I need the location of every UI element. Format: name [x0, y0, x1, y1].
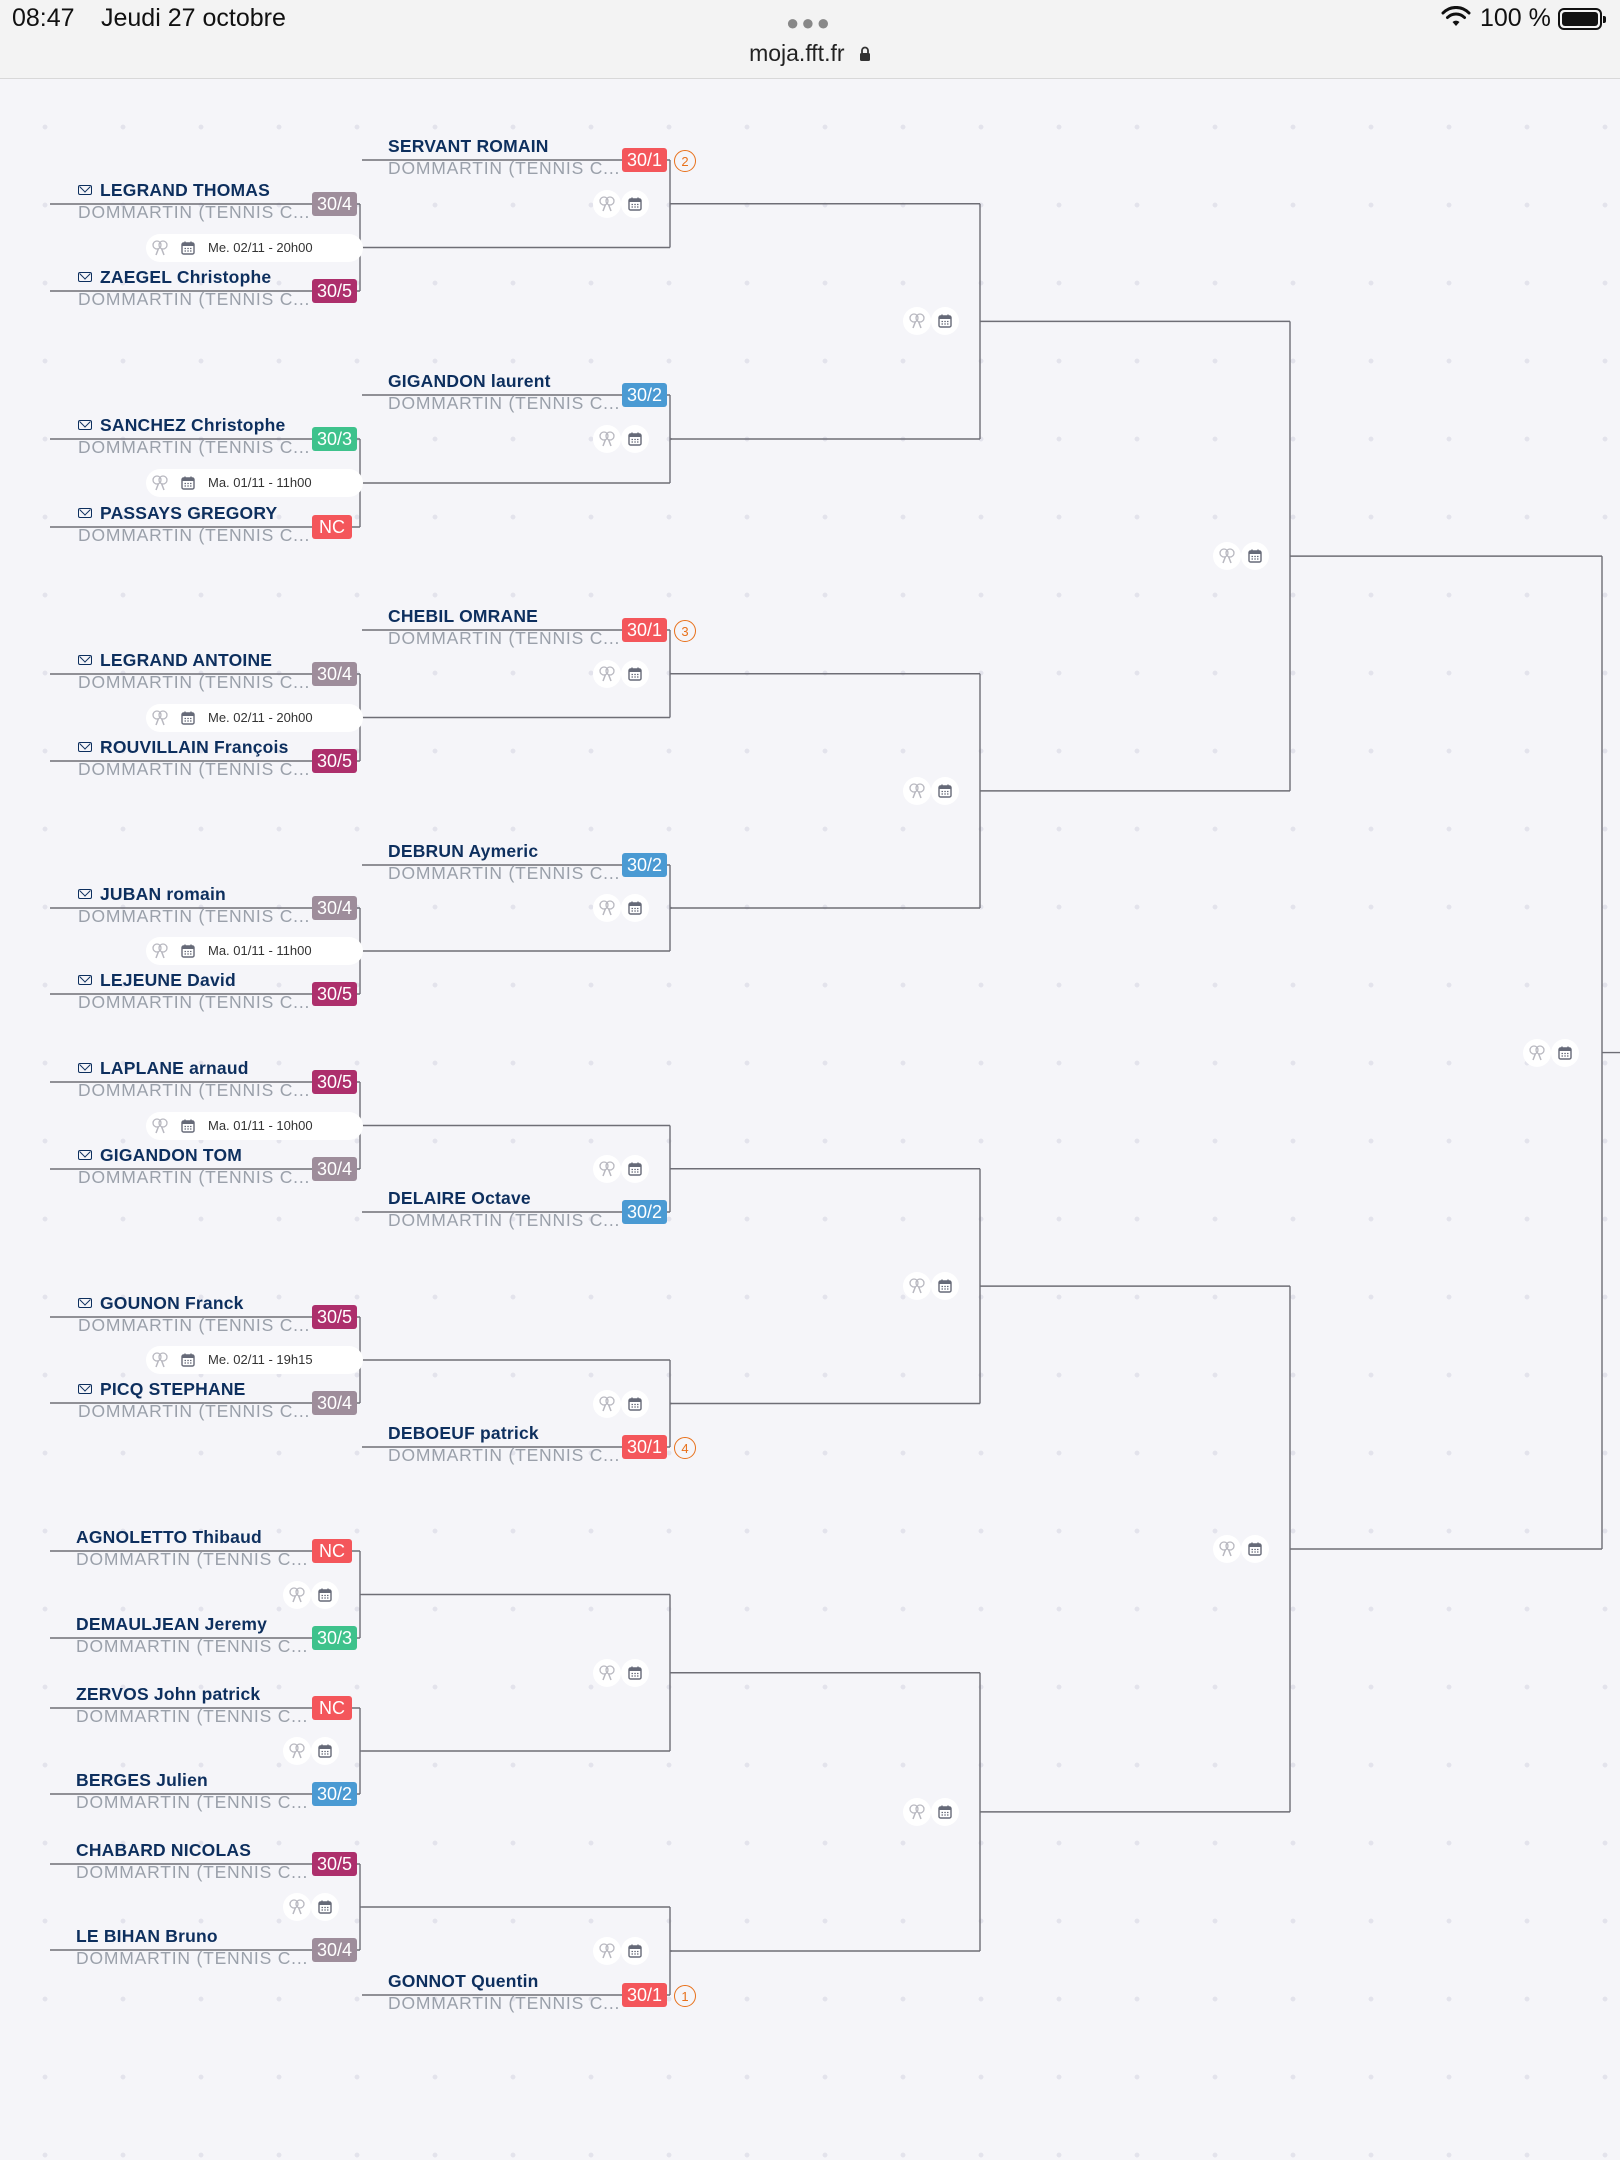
ranking-badge: 30/1 [622, 148, 667, 172]
ranking-badge: 30/5 [312, 279, 357, 303]
player-name-text: SANCHEZ Christophe [100, 415, 286, 435]
player-name[interactable] [78, 1058, 249, 1079]
player-club: DOMMARTIN (TENNIS C... [78, 1167, 311, 1187]
player-club: DOMMARTIN (TENNIS C... [76, 1706, 309, 1726]
player-name[interactable] [78, 650, 272, 671]
player-club: DOMMARTIN (TENNIS C... [388, 393, 621, 413]
player-name[interactable] [76, 1614, 267, 1635]
player-name-text: GOUNON Franck [100, 1293, 244, 1313]
ranking-badge: 30/2 [622, 1200, 667, 1224]
player-club: DOMMARTIN (TENNIS C... [78, 437, 311, 457]
tennis-racket-icon[interactable] [1213, 542, 1241, 570]
ranking-badge: 30/4 [312, 896, 357, 920]
calendar-icon[interactable] [931, 1272, 959, 1300]
player-name-text: CHEBIL OMRANE [388, 606, 539, 626]
player-name-text: SERVANT ROMAIN [388, 136, 549, 156]
ranking-badge: 30/1 [622, 1435, 667, 1459]
ranking-badge: 30/5 [312, 1305, 357, 1329]
calendar-icon[interactable] [621, 425, 649, 453]
player-name-text: JUBAN romain [100, 884, 226, 904]
url-text: moja.fft.fr [749, 40, 845, 66]
ranking-badge: 30/5 [312, 1070, 357, 1094]
player-club: DOMMARTIN (TENNIS C... [388, 1993, 621, 2013]
player-name[interactable] [388, 136, 549, 157]
player-club: DOMMARTIN (TENNIS C... [78, 289, 311, 309]
mail-icon[interactable] [78, 889, 92, 899]
player-name[interactable] [388, 1188, 531, 1209]
player-name[interactable] [78, 970, 236, 991]
ranking-badge: NC [312, 1539, 352, 1563]
seed-number: 4 [674, 1437, 696, 1459]
calendar-icon[interactable] [1241, 542, 1269, 570]
player-name[interactable] [76, 1684, 260, 1705]
player-name-text: PASSAYS GREGORY [100, 503, 278, 523]
player-name-text: LEJEUNE David [100, 970, 236, 990]
status-date: Jeudi 27 octobre [101, 4, 286, 32]
player-club: DOMMARTIN (TENNIS C... [76, 1862, 309, 1882]
mail-icon[interactable] [78, 742, 92, 752]
player-name[interactable] [78, 1145, 242, 1166]
player-name[interactable] [388, 841, 538, 862]
player-name[interactable] [76, 1840, 251, 1861]
tennis-racket-icon[interactable] [903, 1798, 931, 1826]
tournament-bracket[interactable] [0, 79, 1620, 2160]
calendar-icon[interactable] [621, 1659, 649, 1687]
player-club: DOMMARTIN (TENNIS C... [78, 525, 311, 545]
tennis-racket-icon[interactable] [146, 234, 174, 262]
player-club: DOMMARTIN (TENNIS C... [78, 202, 311, 222]
player-club: DOMMARTIN (TENNIS C... [78, 1080, 311, 1100]
mail-icon[interactable] [78, 1384, 92, 1394]
player-name[interactable] [78, 415, 285, 436]
player-name-text: LEGRAND THOMAS [100, 180, 271, 200]
tennis-racket-icon[interactable] [146, 704, 174, 732]
player-name[interactable] [388, 371, 551, 392]
battery-percent: 100 % [1480, 4, 1551, 32]
calendar-icon[interactable] [174, 1112, 202, 1140]
player-name[interactable] [78, 180, 270, 201]
tennis-racket-icon[interactable] [593, 660, 621, 688]
player-club: DOMMARTIN (TENNIS C... [388, 158, 621, 178]
player-name[interactable] [76, 1770, 208, 1791]
player-name-text: CHABARD NICOLAS [76, 1840, 252, 1860]
ranking-badge: 30/3 [312, 1626, 357, 1650]
player-club: DOMMARTIN (TENNIS C... [78, 759, 311, 779]
calendar-icon[interactable] [174, 704, 202, 732]
player-name[interactable] [76, 1926, 218, 1947]
player-name-text: PICQ STEPHANE [100, 1379, 246, 1399]
player-name-text: DEMAULJEAN Jeremy [76, 1614, 268, 1634]
player-club: DOMMARTIN (TENNIS C... [76, 1948, 309, 1968]
mail-icon[interactable] [78, 1150, 92, 1160]
player-club: DOMMARTIN (TENNIS C... [78, 1315, 311, 1335]
calendar-icon[interactable] [1241, 1535, 1269, 1563]
tennis-racket-icon[interactable] [903, 777, 931, 805]
player-club: DOMMARTIN (TENNIS C... [76, 1549, 309, 1569]
address-bar[interactable] [0, 40, 1620, 68]
mail-icon[interactable] [78, 272, 92, 282]
player-club: DOMMARTIN (TENNIS C... [78, 1401, 311, 1421]
tennis-racket-icon[interactable] [146, 1112, 174, 1140]
player-name-text: GIGANDON laurent [388, 371, 551, 391]
player-name-text: BERGES Julien [76, 1770, 208, 1790]
player-name[interactable] [76, 1527, 262, 1548]
wifi-icon [1441, 6, 1471, 33]
calendar-icon[interactable] [621, 894, 649, 922]
player-name-text: LEGRAND ANTOINE [100, 650, 273, 670]
ranking-badge: 30/4 [312, 1157, 357, 1181]
calendar-icon[interactable] [311, 1737, 339, 1765]
match-date: Me. 02/11 - 20h00 [208, 239, 313, 255]
player-club: DOMMARTIN (TENNIS C... [78, 992, 311, 1012]
calendar-icon[interactable] [931, 777, 959, 805]
tennis-racket-icon[interactable] [146, 1346, 174, 1374]
player-club: DOMMARTIN (TENNIS C... [78, 906, 311, 926]
player-name[interactable] [388, 606, 538, 627]
mail-icon[interactable] [78, 420, 92, 430]
ranking-badge: 30/5 [312, 749, 357, 773]
player-name[interactable] [78, 737, 289, 758]
player-name[interactable] [78, 1379, 246, 1400]
ranking-badge: 30/3 [312, 427, 357, 451]
player-club: DOMMARTIN (TENNIS C... [388, 1445, 621, 1465]
calendar-icon[interactable] [621, 1390, 649, 1418]
mail-icon[interactable] [78, 655, 92, 665]
player-name-text: LAPLANE arnaud [100, 1058, 249, 1078]
player-name-text: DEBRUN Aymeric [388, 841, 539, 861]
mail-icon[interactable] [78, 975, 92, 985]
player-name-text: DELAIRE Octave [388, 1188, 531, 1208]
ranking-badge: 30/1 [622, 618, 667, 642]
player-club: DOMMARTIN (TENNIS C... [76, 1792, 309, 1812]
player-club: DOMMARTIN (TENNIS C... [78, 672, 311, 692]
ranking-badge: NC [312, 515, 352, 539]
ranking-badge: 30/1 [622, 1983, 667, 2007]
match-date: Me. 02/11 - 19h15 [208, 1352, 313, 1367]
tennis-racket-icon[interactable] [593, 894, 621, 922]
player-name-text: AGNOLETTO Thibaud [76, 1527, 262, 1547]
player-name[interactable] [388, 1971, 539, 1992]
ranking-badge: 30/2 [622, 383, 667, 407]
calendar-icon[interactable] [174, 469, 202, 497]
tennis-racket-icon[interactable] [903, 1272, 931, 1300]
calendar-icon[interactable] [621, 1155, 649, 1183]
status-bar [0, 0, 1620, 79]
player-name-text: GIGANDON TOM [100, 1145, 243, 1165]
tennis-racket-icon[interactable] [283, 1737, 311, 1765]
player-name[interactable] [78, 503, 277, 524]
calendar-icon[interactable] [621, 190, 649, 218]
mail-icon[interactable] [78, 185, 92, 195]
player-name-text: ZERVOS John patrick [76, 1684, 261, 1704]
mail-icon[interactable] [78, 1063, 92, 1073]
ranking-badge: 30/2 [622, 853, 667, 877]
mail-icon[interactable] [78, 1298, 92, 1308]
tennis-racket-icon[interactable] [593, 425, 621, 453]
ranking-badge: 30/4 [312, 1391, 357, 1415]
ranking-badge: NC [312, 1696, 352, 1720]
tennis-racket-icon[interactable] [593, 1155, 621, 1183]
player-name-text: ZAEGEL Christophe [100, 267, 272, 287]
battery-icon [1558, 8, 1602, 30]
calendar-icon[interactable] [311, 1581, 339, 1609]
player-name-text: LE BIHAN Bruno [76, 1926, 218, 1946]
ranking-badge: 30/5 [312, 1852, 357, 1876]
tennis-racket-icon[interactable] [146, 469, 174, 497]
calendar-icon[interactable] [621, 1937, 649, 1965]
player-name[interactable] [388, 1423, 539, 1444]
ranking-badge: 30/4 [312, 1938, 357, 1962]
player-name-text: ROUVILLAIN François [100, 737, 289, 757]
lock-icon [859, 41, 871, 68]
more-dots-icon[interactable]: ●●● [786, 10, 832, 35]
calendar-icon[interactable] [174, 1346, 202, 1374]
player-name[interactable] [78, 1293, 244, 1314]
tennis-racket-icon[interactable] [1213, 1535, 1241, 1563]
seed-number: 2 [674, 150, 696, 172]
player-club: DOMMARTIN (TENNIS C... [388, 1210, 621, 1230]
tennis-racket-icon[interactable] [283, 1581, 311, 1609]
match-date: Ma. 01/11 - 11h00 [208, 475, 312, 490]
calendar-icon[interactable] [621, 660, 649, 688]
ranking-badge: 30/4 [312, 192, 357, 216]
calendar-icon[interactable] [1551, 1039, 1579, 1067]
ranking-badge: 30/4 [312, 662, 357, 686]
tennis-racket-icon[interactable] [283, 1893, 311, 1921]
calendar-icon[interactable] [931, 1798, 959, 1826]
player-name[interactable] [78, 884, 226, 905]
calendar-icon[interactable] [174, 937, 202, 965]
match-date: Ma. 01/11 - 11h00 [208, 943, 312, 958]
tennis-racket-icon[interactable] [146, 937, 174, 965]
player-name[interactable] [78, 267, 271, 288]
seed-number: 1 [674, 1985, 696, 2007]
tennis-racket-icon[interactable] [593, 190, 621, 218]
tennis-racket-icon[interactable] [593, 1659, 621, 1687]
calendar-icon[interactable] [311, 1893, 339, 1921]
ranking-badge: 30/2 [312, 1782, 357, 1806]
ranking-badge: 30/5 [312, 982, 357, 1006]
player-club: DOMMARTIN (TENNIS C... [388, 863, 621, 883]
tennis-racket-icon[interactable] [593, 1390, 621, 1418]
player-name-text: GONNOT Quentin [388, 1971, 539, 1991]
calendar-icon[interactable] [174, 234, 202, 262]
tennis-racket-icon[interactable] [593, 1937, 621, 1965]
tennis-racket-icon[interactable] [1523, 1039, 1551, 1067]
player-club: DOMMARTIN (TENNIS C... [76, 1636, 309, 1656]
status-time: 08:47 [12, 4, 75, 32]
match-date: Ma. 01/11 - 10h00 [208, 1117, 313, 1133]
player-club: DOMMARTIN (TENNIS C... [388, 628, 621, 648]
match-date: Me. 02/11 - 20h00 [208, 709, 313, 725]
player-name-text: DEBOEUF patrick [388, 1423, 539, 1443]
seed-number: 3 [674, 620, 696, 642]
mail-icon[interactable] [78, 508, 92, 518]
